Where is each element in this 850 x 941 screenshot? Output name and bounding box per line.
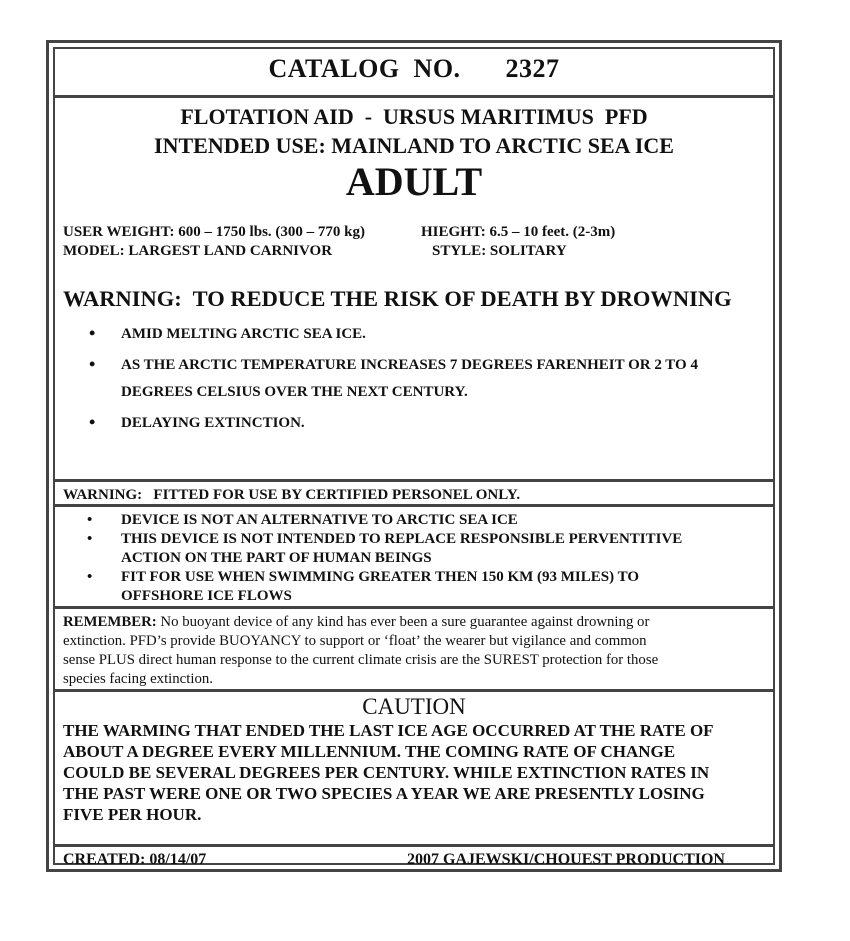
catalog-row [55,54,773,84]
divider [55,95,773,98]
remember-lead: REMEMBER: [63,614,157,630]
divider [55,844,773,847]
bullet-icon: • [87,531,93,547]
device-bullet-list [87,511,682,606]
spec-height: HIEGHT: 6.5 – 10 feet. (2-3m) [421,224,616,240]
warning-bullet-list [89,323,698,432]
catalog-label: CATALOG NO. [268,54,461,83]
caution-paragraph: THE WARMING THAT ENDED THE LAST ICE AGE OCCURRED AT THE RATE OF ABOUT A DEGREE EVERY MILLENNIUM. THE COMING RATE OF CHANGE COULD BE SEVERAL DEGREES PER CENTURY. WHILE EXTINCTION RATES IN THE PAST WERE ONE OR TWO SPECIES A YEAR WE ARE PRESENTLY LOSING FIVE PER HOUR. [63,721,714,824]
product-label [46,40,782,872]
bullet-icon: • [87,569,93,585]
bullet-icon: • [89,354,96,374]
list-item: • AS THE ARCTIC TEMPERATURE INCREASES 7 DEGREES FARENHEIT OR 2 TO 4 [89,354,698,374]
warning-fitted: WARNING: FITTED FOR USE BY CERTIFIED PERSONEL ONLY. [63,487,521,503]
footer-production: 2007 GAJEWSKI/CHOUEST PRODUCTION [407,851,725,868]
bullet-icon: • [89,323,96,343]
header-intended-use: INTENDED USE: MAINLAND TO ARCTIC SEA ICE [154,133,674,158]
caution-heading: CAUTION [362,694,466,719]
list-item: • FIT FOR USE WHEN SWIMMING GREATER THEN 150 KM (93 MILES) TO [87,569,639,585]
remember-paragraph: REMEMBER: No buoyant device of any kind has ever been a sure guarantee against drowning or extinction. PFD’s provide BUOYANCY to support or ‘float’ the wearer but vigilance and common sense PLUS direct human response to the current climate crisis are the SUREST protection for those species facing extinction. [63,614,659,687]
divider [55,689,773,692]
warning-heading: WARNING: TO REDUCE THE RISK OF DEATH BY DROWNING [63,286,732,311]
list-item-continuation: OFFSHORE ICE FLOWS [121,588,292,604]
spec-user-weight: USER WEIGHT: 600 – 1750 lbs. (300 – 770 kg) [63,224,365,240]
bullet-icon: • [89,412,96,432]
size-heading: ADULT [345,159,483,204]
footer-created: CREATED: 08/14/07 [63,851,207,868]
divider [55,606,773,609]
divider [55,504,773,507]
header-title: FLOTATION AID - URSUS MARITIMUS PFD [180,104,648,129]
list-item: • DELAYING EXTINCTION. [89,412,305,432]
list-item-continuation: DEGREES CELSIUS OVER THE NEXT CENTURY. [121,384,468,400]
list-item: • AMID MELTING ARCTIC SEA ICE. [89,323,366,343]
catalog-number: 2327 [505,54,560,83]
bullet-icon: • [87,512,93,528]
list-item-continuation: ACTION ON THE PART OF HUMAN BEINGS [121,550,432,566]
divider [55,479,773,482]
list-item: • THIS DEVICE IS NOT INTENDED TO REPLACE RESPONSIBLE PERVENTITIVE [87,531,683,547]
spec-model: MODEL: LARGEST LAND CARNIVOR [63,243,333,259]
list-item: • DEVICE IS NOT AN ALTERNATIVE TO ARCTIC SEA ICE [87,512,518,528]
spec-style: STYLE: SOLITARY [432,243,567,259]
label-inner-frame [53,47,775,868]
